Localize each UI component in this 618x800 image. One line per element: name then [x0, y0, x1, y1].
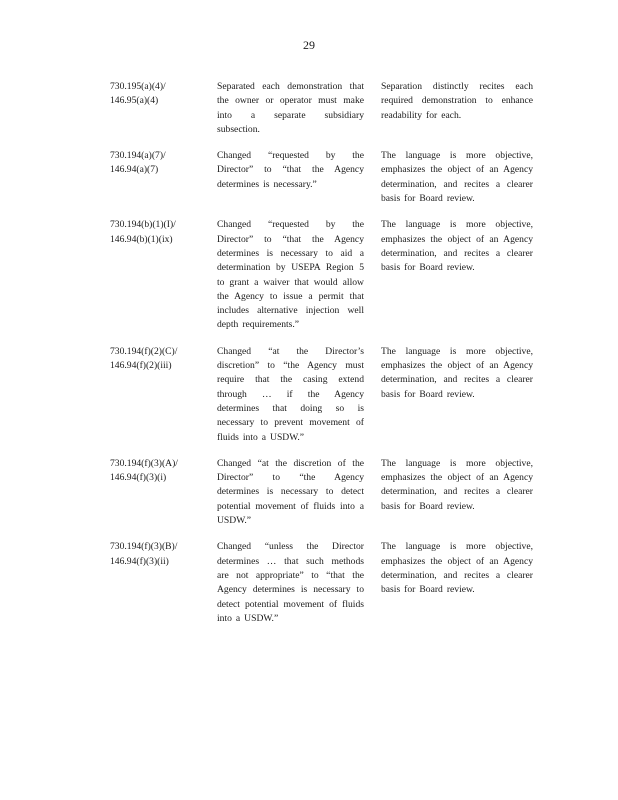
change-description: Changed “requested by the Director” to “that the Agency determines is necessary to aid a determination by USEPA Region 5 to grant a waiver that would allow the Agency to issue a permit that includes alternative injection well depth requirements.” [217, 219, 364, 331]
section-citation: 730.194(a)(7)/ 146.94(a)(7) [110, 150, 166, 176]
change-rationale: Separation distinctly recites each required demonstration to enhance readability for each. [381, 81, 533, 121]
section-citation: 730.195(a)(4)/ 146.95(a)(4) [110, 81, 166, 107]
table-row [110, 149, 540, 206]
change-description: Changed “at the Director’s discretion” to “the Agency must require that the casing extend through … if the Agency determines that doing so is necessary to prevent movement of fluids into a USDW.” [217, 345, 364, 443]
change-rationale: The language is more objective, emphasizes the object of an Agency determination, and recites a clearer basis for Board review. [381, 150, 533, 205]
change-description: Separated each demonstration that the owner or operator must make into a separate subsidiary subsection. [217, 81, 364, 135]
section-citation: 730.194(f)(2)(C)/ 146.94(f)(2)(iii) [110, 345, 178, 372]
change-rationale: The language is more objective, emphasizes the object of an Agency determination, and recites a clearer basis for Board review. [381, 219, 533, 274]
change-description: Changed “requested by the Director” to “that the Agency determines is necessary.” [217, 150, 364, 190]
section-citation: 730.194(f)(3)(A)/ 146.94(f)(3)(i) [110, 457, 178, 484]
amendment-table [110, 80, 540, 626]
table-row [110, 457, 540, 528]
change-description: Changed “at the discretion of the Director” to “the Agency determines is necessary to detect potential movement of fluids into a USDW.” [217, 457, 364, 527]
section-citation: 730.194(f)(3)(B)/ 146.94(f)(3)(ii) [110, 541, 178, 567]
table-row [110, 540, 540, 626]
section-citation: 730.194(b)(1)(I)/ 146.94(b)(1)(ix) [110, 219, 176, 245]
page-number: 29 [303, 38, 315, 52]
change-rationale: The language is more objective, emphasizes the object of an Agency determination, and recites a clearer basis for Board review. [381, 541, 533, 596]
change-rationale: The language is more objective, emphasizes the object of an Agency determination, and recites a clearer basis for Board review. [381, 457, 533, 512]
table-row [110, 218, 540, 332]
change-description: Changed “unless the Director determines … that such methods are not appropriate” to “that the Agency determines is necessary to detect potential movement of fluids into a USDW.” [217, 541, 364, 624]
change-rationale: The language is more objective, emphasizes the object of an Agency determination, and recites a clearer basis for Board review. [381, 345, 533, 400]
table-row [110, 345, 540, 445]
table-row [110, 80, 540, 137]
